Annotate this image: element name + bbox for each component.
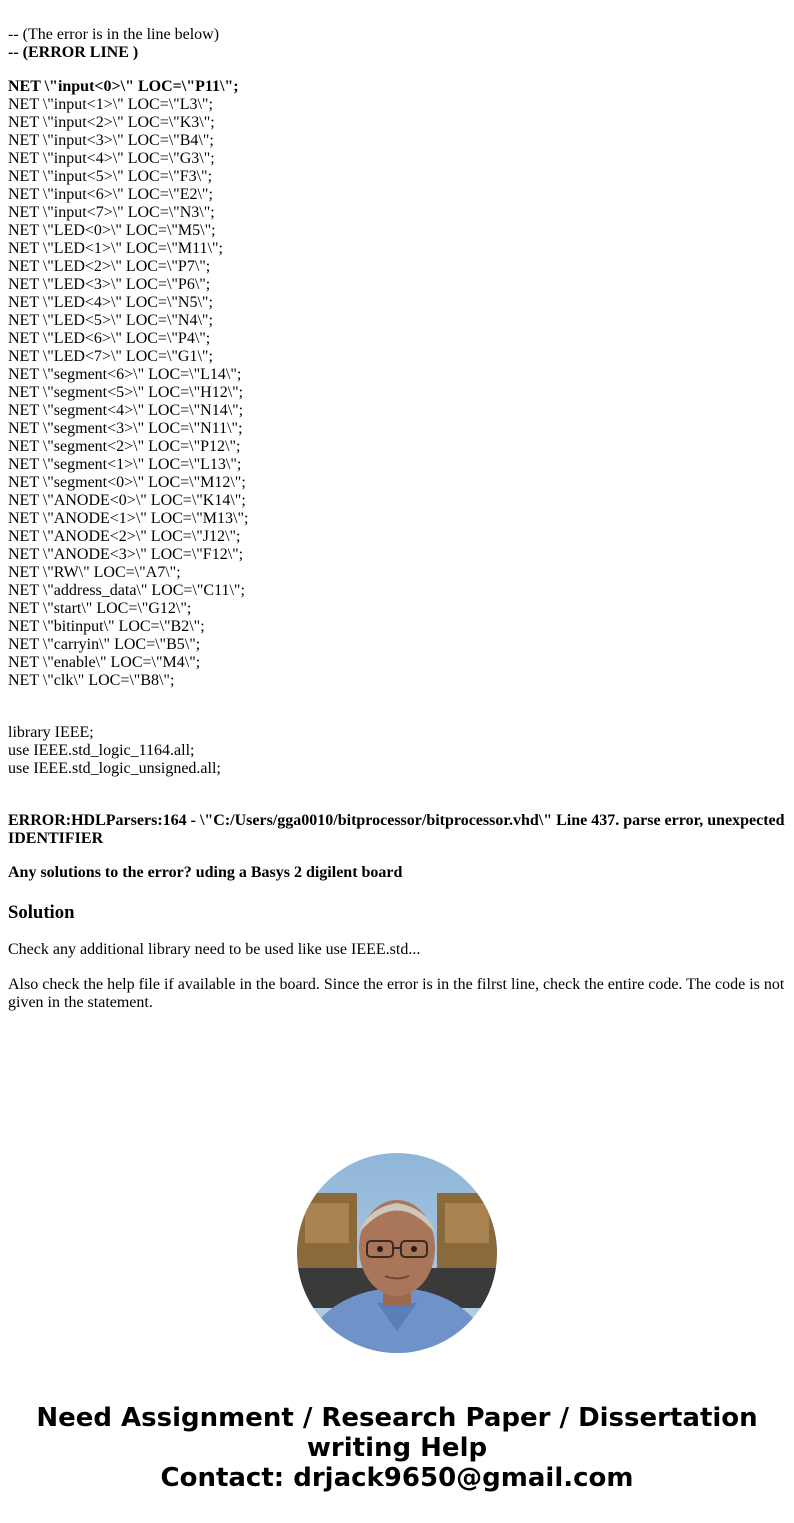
question-text: Any solutions to the error? uding a Basys 2 digilent board (8, 864, 403, 881)
net-constraint-list (8, 96, 786, 690)
promo-line: Need Assignment / Research Paper / Dissertation (36, 1403, 758, 1433)
net-constraint-line: NET \"segment<5>\" LOC=\"H12\"; (8, 384, 244, 401)
net-constraint-line: NET \"LED<0>\" LOC=\"M5\"; (8, 222, 216, 239)
library-line: use IEEE.std_logic_1164.all; (8, 742, 195, 759)
net-constraint-line: NET \"ANODE<3>\" LOC=\"F12\"; (8, 546, 244, 563)
net-constraint-line: NET \"segment<0>\" LOC=\"M12\"; (8, 474, 246, 491)
author-photo-icon (297, 1153, 497, 1353)
net-constraint-line: NET \"RW\" LOC=\"A7\"; (8, 564, 181, 581)
solution-paragraph: Also check the help file if available in the board. Since the error is in the filrst line, check the entire code. The code is not given in the statement. (8, 976, 785, 1011)
net-constraint-line: NET \"input<5>\" LOC=\"F3\"; (8, 168, 213, 185)
net-constraint-line: NET \"ANODE<0>\" LOC=\"K14\"; (8, 492, 246, 509)
net-constraint-line: NET \"carryin\" LOC=\"B5\"; (8, 636, 201, 653)
net-constraint-line: NET \"ANODE<2>\" LOC=\"J12\"; (8, 528, 241, 545)
net-constraint-line: NET \"segment<4>\" LOC=\"N14\"; (8, 402, 244, 419)
net-constraint-line: NET \"input<1>\" LOC=\"L3\"; (8, 96, 213, 113)
net-constraint-line: NET \"input<7>\" LOC=\"N3\"; (8, 204, 215, 221)
net-constraint-line: NET \"ANODE<1>\" LOC=\"M13\"; (8, 510, 249, 527)
net-constraint-line: NET \"LED<4>\" LOC=\"N5\"; (8, 294, 213, 311)
net-constraint-line: NET \"LED<3>\" LOC=\"P6\"; (8, 276, 211, 293)
net-constraint-line: NET \"LED<1>\" LOC=\"M11\"; (8, 240, 223, 257)
error-message: ERROR:HDLParsers:164 - \"C:/Users/gga0010/bitprocessor/bitprocessor.vhd\" Line 437. parse error, unexpected IDENTIFIER (8, 812, 785, 847)
net-constraint-line: NET \"LED<2>\" LOC=\"P7\"; (8, 258, 211, 275)
spacer (8, 778, 786, 812)
error-line-label: -- (ERROR LINE ) (8, 44, 139, 61)
library-declarations (8, 724, 786, 778)
spacer (8, 690, 786, 724)
net-constraint-line: NET \"LED<7>\" LOC=\"G1\"; (8, 348, 213, 365)
solution-heading: Solution (8, 902, 75, 923)
net-constraint-line: NET \"LED<5>\" LOC=\"N4\"; (8, 312, 213, 329)
promo-contact: Contact: drjack9650@gmail.com (160, 1463, 634, 1493)
net-constraint-line: NET \"input<3>\" LOC=\"B4\"; (8, 132, 214, 149)
library-line: use IEEE.std_logic_unsigned.all; (8, 760, 221, 777)
net-constraint-line: NET \"start\" LOC=\"G12\"; (8, 600, 192, 617)
net-constraint-line: NET \"input<2>\" LOC=\"K3\"; (8, 114, 215, 131)
promo-line: writing Help (306, 1433, 488, 1463)
error-code-line: NET \"input<0>\" LOC=\"P11\"; (8, 78, 239, 95)
net-constraint-line: NET \"segment<2>\" LOC=\"P12\"; (8, 438, 241, 455)
author-avatar (297, 1153, 497, 1353)
code-comment: -- (The error is in the line below) (8, 26, 220, 43)
net-constraint-line: NET \"segment<1>\" LOC=\"L13\"; (8, 456, 242, 473)
spacer (8, 62, 786, 78)
net-constraint-line: NET \"LED<6>\" LOC=\"P4\"; (8, 330, 211, 347)
net-constraint-line: NET \"segment<3>\" LOC=\"N11\"; (8, 420, 243, 437)
net-constraint-line: NET \"address_data\" LOC=\"C11\"; (8, 582, 245, 599)
net-constraint-line: NET \"clk\" LOC=\"B8\"; (8, 672, 175, 689)
net-constraint-line: NET \"input<6>\" LOC=\"E2\"; (8, 186, 213, 203)
promo-banner (0, 1403, 794, 1493)
net-constraint-line: NET \"bitinput\" LOC=\"B2\"; (8, 618, 205, 635)
net-constraint-line: NET \"input<4>\" LOC=\"G3\"; (8, 150, 215, 167)
net-constraint-line: NET \"enable\" LOC=\"M4\"; (8, 654, 201, 671)
document-content (8, 26, 786, 1012)
library-line: library IEEE; (8, 724, 94, 741)
net-constraint-line: NET \"segment<6>\" LOC=\"L14\"; (8, 366, 242, 383)
solution-paragraph: Check any additional library need to be used like use IEEE.std... (8, 941, 421, 958)
